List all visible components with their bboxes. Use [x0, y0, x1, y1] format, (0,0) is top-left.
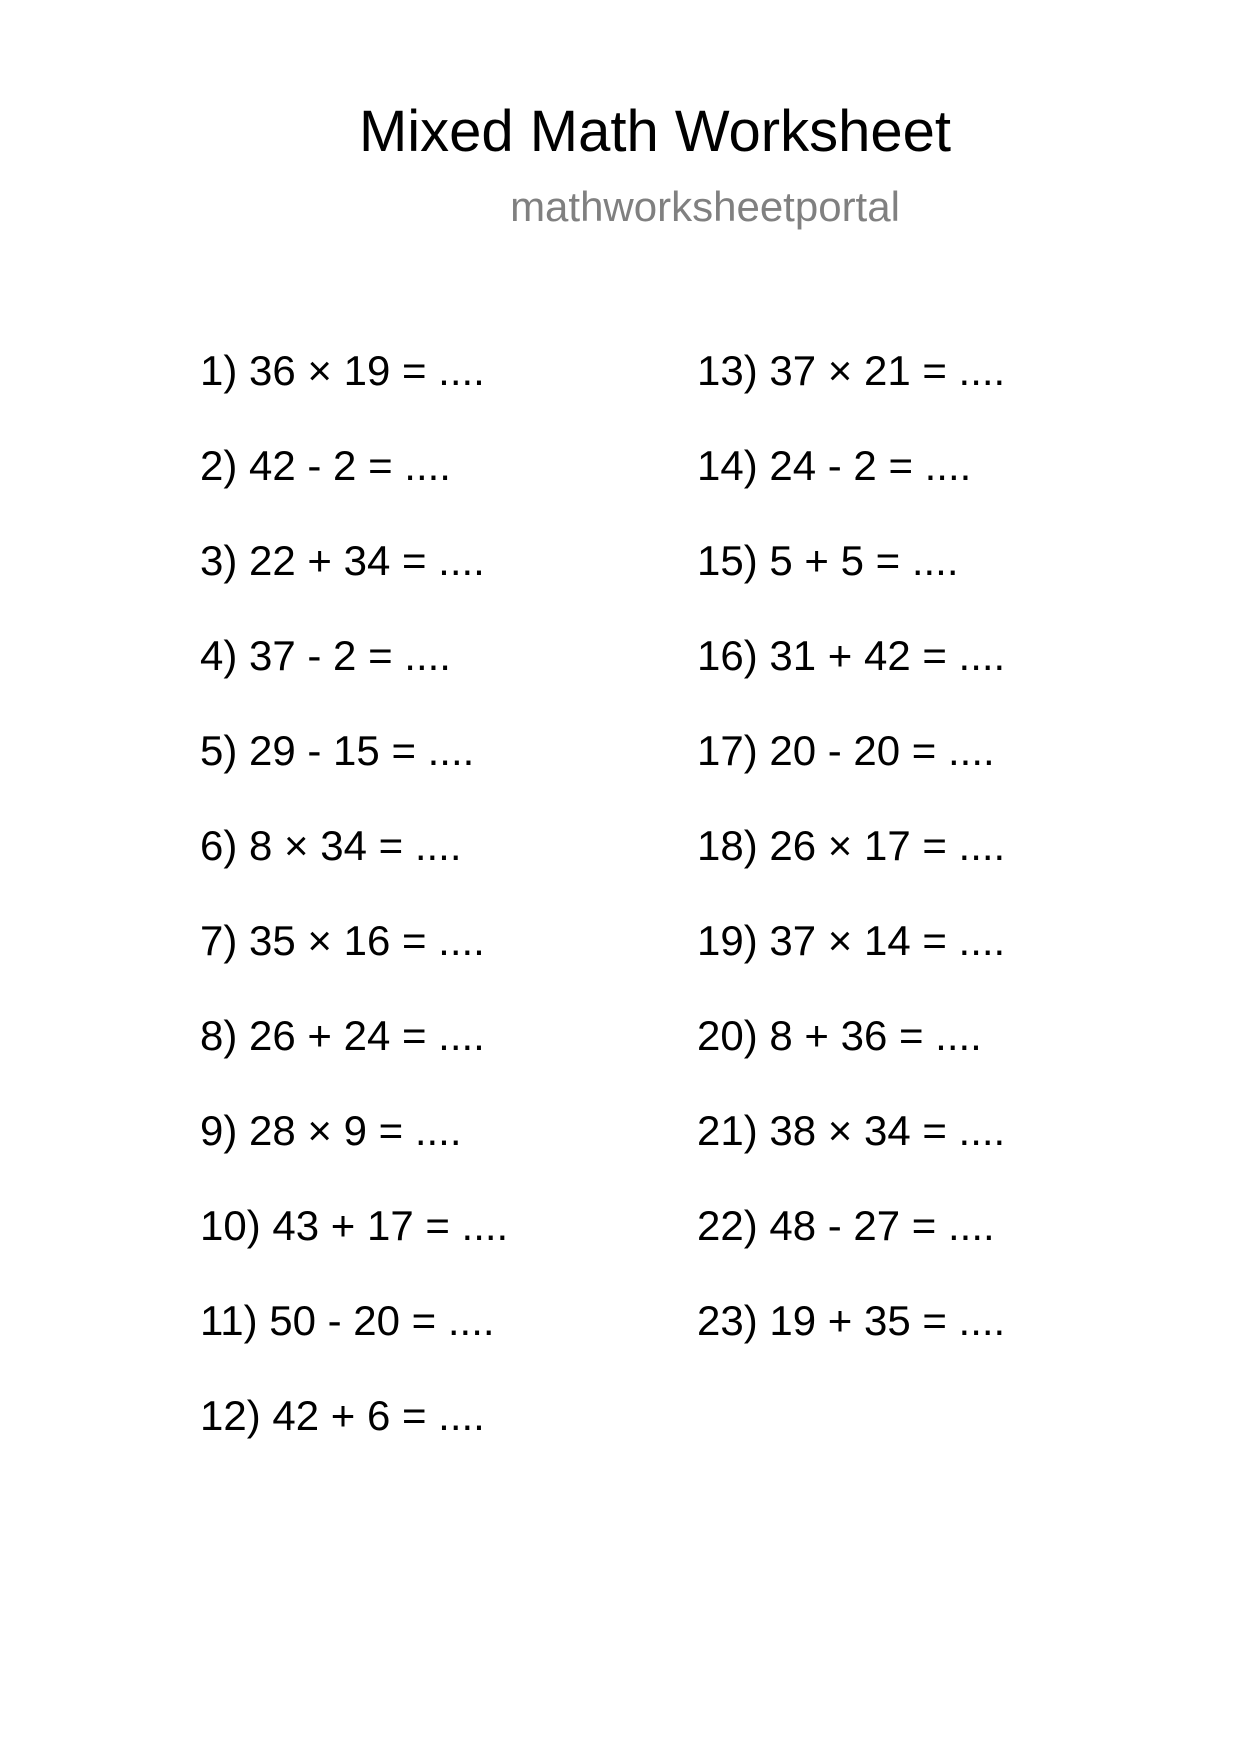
- problem-item: 23) 19 + 35 = ....: [697, 1297, 1006, 1344]
- problem-item: 7) 35 × 16 = ....: [200, 917, 485, 964]
- problem-column-right: [697, 345, 1005, 1390]
- problem-item: 8) 26 + 24 = ....: [200, 1012, 485, 1059]
- problem-item: 15) 5 + 5 = ....: [697, 537, 959, 584]
- problem-item: 18) 26 × 17 = ....: [697, 822, 1006, 869]
- problem-column-left: [200, 345, 508, 1485]
- problem-item: 3) 22 + 34 = ....: [200, 537, 485, 584]
- problem-item: 14) 24 - 2 = ....: [697, 442, 972, 489]
- problem-item: 4) 37 - 2 = ....: [200, 632, 451, 679]
- problem-item: 2) 42 - 2 = ....: [200, 442, 451, 489]
- problem-item: 5) 29 - 15 = ....: [200, 727, 475, 774]
- page-title: Mixed Math Worksheet: [358, 99, 952, 164]
- problem-item: 22) 48 - 27 = ....: [697, 1202, 995, 1249]
- problem-item: 12) 42 + 6 = ....: [200, 1392, 485, 1439]
- problem-item: 1) 36 × 19 = ....: [200, 347, 485, 394]
- problem-item: 16) 31 + 42 = ....: [697, 632, 1006, 679]
- problem-item: 6) 8 × 34 = ....: [200, 822, 462, 869]
- problem-item: 10) 43 + 17 = ....: [200, 1202, 509, 1249]
- problem-item: 20) 8 + 36 = ....: [697, 1012, 982, 1059]
- problem-item: 13) 37 × 21 = ....: [697, 347, 1006, 394]
- problem-item: 21) 38 × 34 = ....: [697, 1107, 1006, 1154]
- problem-item: 17) 20 - 20 = ....: [697, 727, 995, 774]
- problem-item: 11) 50 - 20 = ....: [200, 1297, 495, 1344]
- problem-item: 9) 28 × 9 = ....: [200, 1107, 462, 1154]
- problem-item: 19) 37 × 14 = ....: [697, 917, 1006, 964]
- page-subtitle: mathworksheetportal: [510, 183, 900, 230]
